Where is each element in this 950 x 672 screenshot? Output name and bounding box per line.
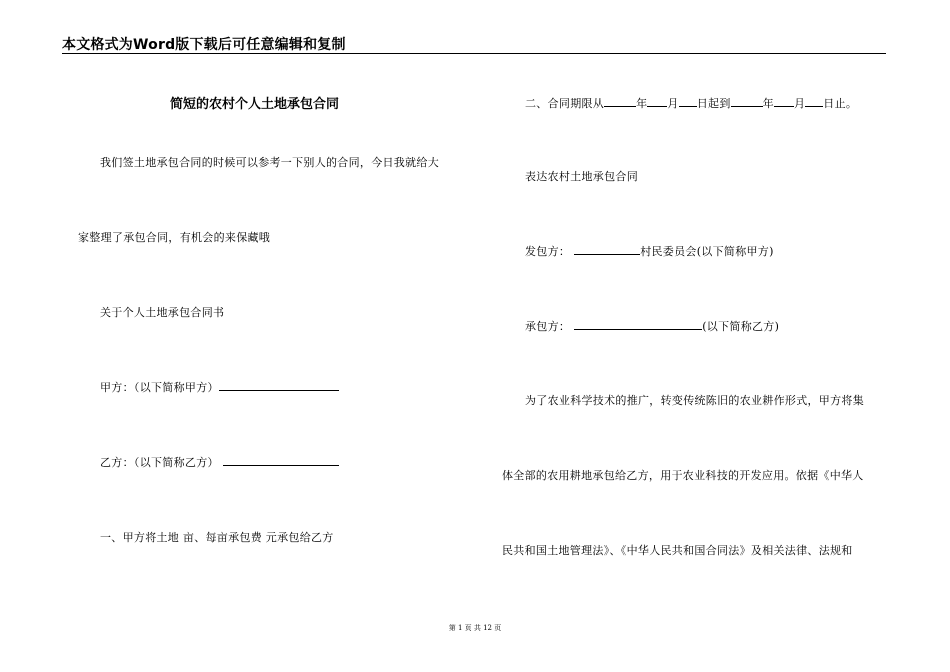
term-month2-blank	[774, 95, 794, 107]
section-heading: 关于个人土地承包合同书	[100, 306, 225, 319]
page-footer: 第 1 页 共 12 页	[448, 624, 502, 632]
term-prefix: 二、合同期限从	[525, 97, 605, 110]
term-month1-blank	[647, 95, 667, 107]
term-year1-label: 年	[636, 97, 648, 110]
party-b-line	[100, 454, 339, 470]
contractee-label: 承包方：	[525, 320, 571, 333]
contractor-blank	[574, 243, 640, 255]
term-day2-blank	[805, 95, 823, 107]
term-month2-label: 月	[793, 97, 806, 110]
term-year2-blank	[731, 95, 763, 107]
party-a-line	[100, 379, 339, 395]
term-year1-blank	[604, 95, 636, 107]
contractee-line	[525, 318, 779, 334]
contractee-suffix: (以下简称乙方)	[702, 320, 780, 333]
paragraph-line-2: 体全部的农用耕地承包给乙方，用于农业科技的开发应用。依据《中华人	[502, 469, 864, 482]
contractor-line	[525, 243, 774, 259]
intro-line-2: 家整理了承包合同，有机会的来保藏哦	[78, 231, 271, 244]
term-line	[525, 95, 857, 111]
document-title: 简短的农村个人土地承包合同	[170, 97, 340, 112]
term-day-from-label: 日起到	[696, 97, 731, 110]
term-day-end-label: 日止。	[823, 97, 858, 110]
sample-heading: 表达农村土地承包合同	[525, 170, 638, 183]
party-a-blank	[219, 379, 339, 391]
term-day1-blank	[679, 95, 697, 107]
contractor-label: 发包方：	[525, 245, 571, 258]
paragraph-line-1: 为了农业科学技术的推广，转变传统陈旧的农业耕作形式，甲方将集	[525, 394, 864, 407]
term-year2-label: 年	[762, 97, 774, 110]
header-title: 本文格式为Word版下载后可任意编辑和复制	[62, 37, 346, 53]
clause-1: 一、甲方将土地 亩、每亩承包费 元承包给乙方	[100, 531, 334, 544]
intro-line-1: 我们签土地承包合同的时候可以参考一下别人的合同，今日我就给大	[100, 156, 439, 169]
party-b-blank	[223, 454, 339, 466]
paragraph-line-3: 民共和国土地管理法》、《中华人民共和国合同法》及相关法律、法规和	[502, 544, 853, 557]
header-divider	[62, 53, 886, 54]
party-b-label: 乙方：（以下简称乙方）	[100, 456, 219, 469]
term-month1-label: 月	[667, 97, 679, 110]
contractee-blank	[574, 318, 702, 330]
party-a-label: 甲方：（以下简称甲方）	[100, 381, 219, 394]
contractor-suffix: 村民委员会(以下简称甲方)	[640, 245, 774, 258]
